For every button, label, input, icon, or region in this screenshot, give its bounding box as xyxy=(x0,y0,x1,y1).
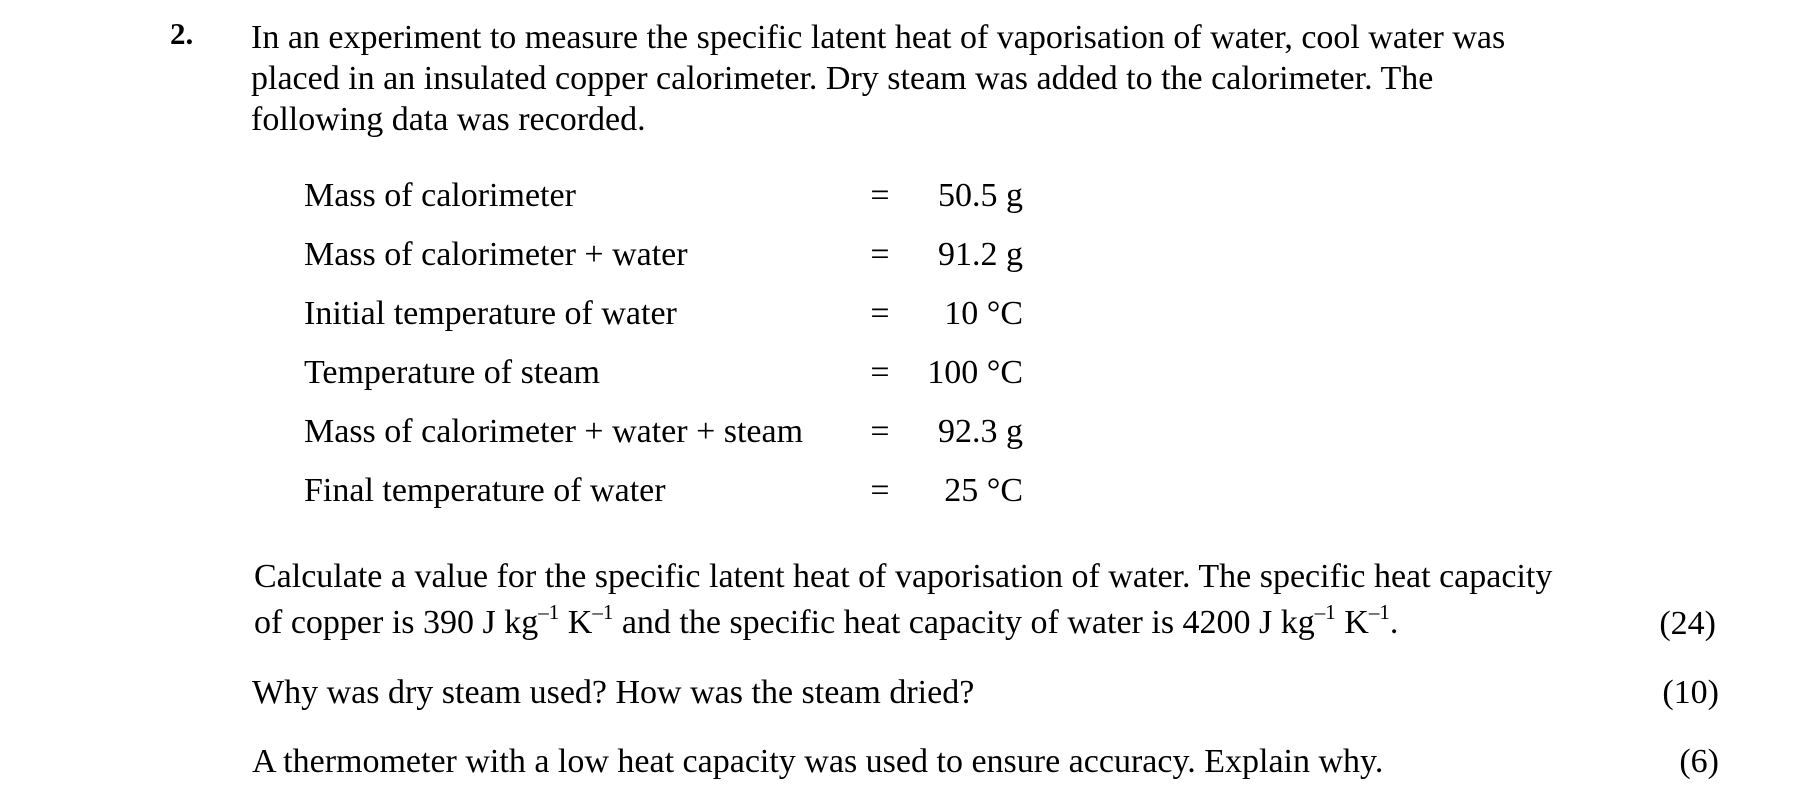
data-label: Mass of calorimeter + water xyxy=(304,236,688,273)
equals-sign: = xyxy=(870,413,890,450)
part-a-text-span: and the specific heat capacity of water is 4200 J kg xyxy=(613,604,1315,641)
data-value: 25 °C xyxy=(944,472,1023,509)
data-label: Initial temperature of water xyxy=(304,295,677,332)
exponent: –1 xyxy=(538,600,560,624)
part-a-text xyxy=(254,554,1552,646)
equals-sign: = xyxy=(870,472,890,509)
data-label: Temperature of steam xyxy=(304,354,600,391)
exponent: –1 xyxy=(1314,600,1336,624)
part-a-marks: (24) xyxy=(1659,605,1716,642)
exponent: –1 xyxy=(1368,600,1390,624)
question-intro xyxy=(251,17,1671,140)
equals-sign: = xyxy=(870,236,890,273)
intro-line: placed in an insulated copper calorimeter. Dry steam was added to the calorimeter. The xyxy=(251,60,1434,97)
part-c-marks: (6) xyxy=(1679,743,1719,780)
data-label: Mass of calorimeter + water + steam xyxy=(304,413,804,450)
equals-sign: = xyxy=(870,354,890,391)
intro-line: In an experiment to measure the specific latent heat of vaporisation of water, cool water was xyxy=(251,19,1506,56)
data-value: 50.5 g xyxy=(938,177,1023,214)
data-label: Final temperature of water xyxy=(304,472,666,509)
equals-sign: = xyxy=(870,177,890,214)
part-a-text-span: . xyxy=(1389,604,1399,641)
data-value: 10 °C xyxy=(944,295,1023,332)
equals-sign: = xyxy=(870,295,890,332)
part-a-text-span: K xyxy=(559,604,593,641)
part-a-text-span: K xyxy=(1335,604,1369,641)
question-number: 2. xyxy=(170,16,194,51)
part-b-marks: (10) xyxy=(1662,674,1719,711)
part-c-text: A thermometer with a low heat capacity was used to ensure accuracy. Explain why. xyxy=(252,743,1384,780)
part-a-text-span: of copper is 390 J kg xyxy=(254,604,539,641)
intro-line: following data was recorded. xyxy=(251,101,646,138)
part-a-line2 xyxy=(254,600,1552,646)
data-value: 100 °C xyxy=(927,354,1023,391)
exponent: –1 xyxy=(592,600,614,624)
part-a-line1: Calculate a value for the specific latent heat of vaporisation of water. The specific heat capacity xyxy=(254,558,1553,595)
data-label: Mass of calorimeter xyxy=(304,177,576,214)
data-value: 92.3 g xyxy=(938,413,1023,450)
data-value: 91.2 g xyxy=(938,236,1023,273)
part-b-text: Why was dry steam used? How was the steam dried? xyxy=(252,674,975,711)
